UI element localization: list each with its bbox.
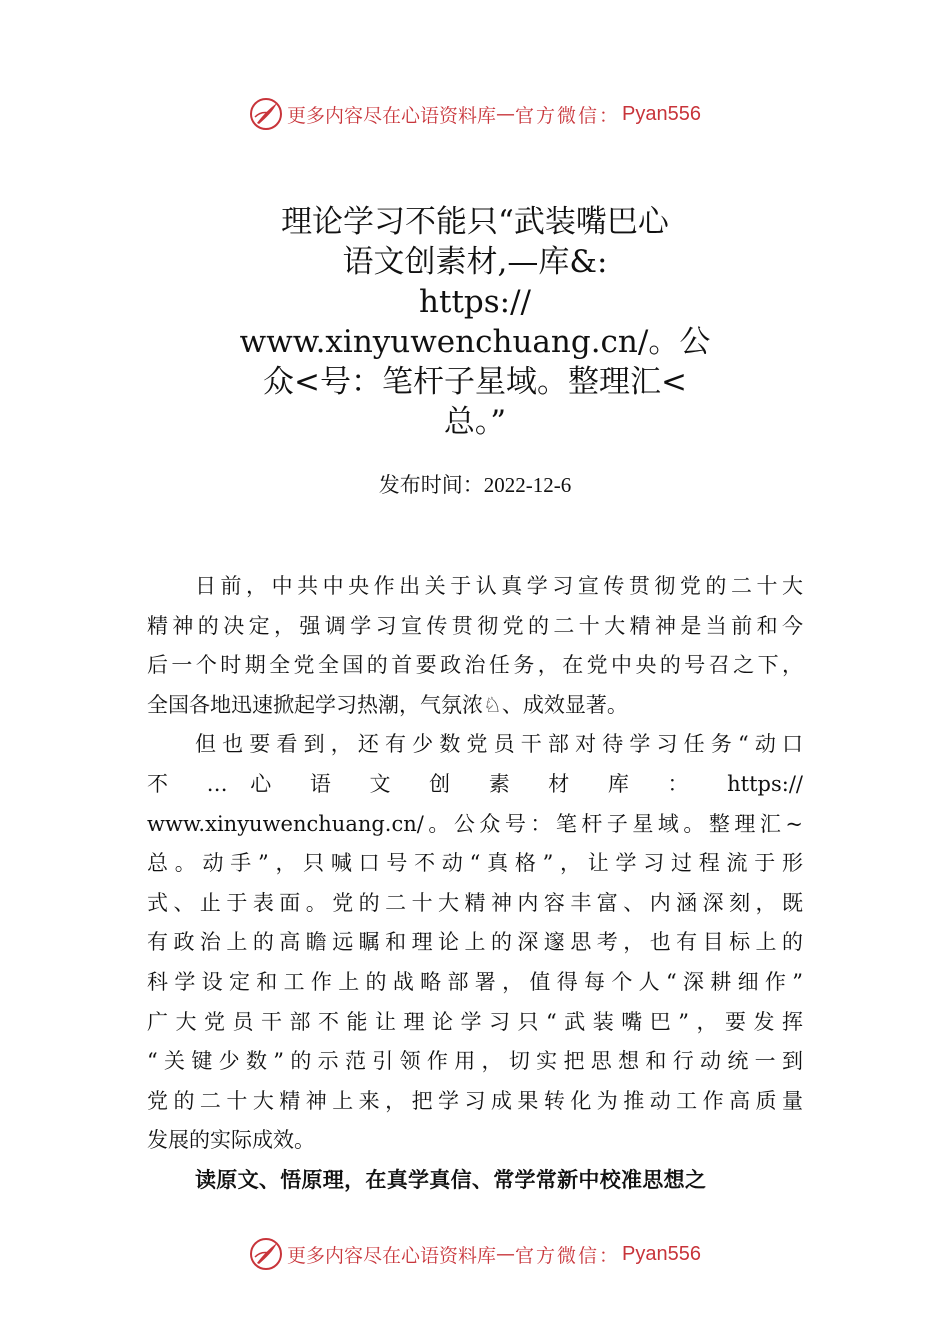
body-line: 发展的实际成效。 (147, 1128, 315, 1153)
publish-date (0, 470, 950, 500)
title-line: 理论学习不能只“武装嘴巴心 (281, 204, 669, 240)
body-line: 全国各地迅速掀起学习热潮，气氛浓♘、成效显著。 (147, 692, 628, 717)
quill-seal-icon (249, 1237, 283, 1271)
footer-banner (0, 1234, 950, 1274)
section-heading: 读原文、悟原理，在真学真信、常学常新中校准思想之 (195, 1167, 707, 1192)
quill-seal-icon (249, 97, 283, 131)
body-line: www.xinyuwenchuang.cn/。公众号：笔杆子星域。整理汇~ (147, 811, 803, 836)
banner-separator: — (496, 103, 516, 125)
body-line: 科学设定和工作上的战略部署，值得每个人“深耕细作” (147, 969, 803, 994)
title-line: 语文创素材,—库&: (342, 244, 608, 280)
article-title (230, 202, 720, 442)
body-line: 精神的决定，强调学习宣传贯彻党的二十大精神是当前和今 (147, 613, 803, 638)
publish-date-label: 发布时间： (378, 473, 484, 497)
body-line: 不 … 心 语 文 创 素 材 库 ： https:// (147, 771, 803, 796)
body-line: 广大党员干部不能让理论学习只“武装嘴巴”，要发挥 (147, 1009, 803, 1034)
library-text: 更多内容尽在心语资料库 (287, 104, 497, 127)
library-text: 更多内容尽在心语资料库 (287, 1244, 497, 1267)
wechat-label: 官方微信： (515, 104, 621, 127)
title-line: www.xinyuwenchuang.cn/。公 (239, 324, 711, 360)
title-line: https:// (419, 284, 531, 320)
body-line: 党的二十大精神上来，把学习成果转化为推动工作高质量 (147, 1088, 803, 1113)
body-line: 总。动手”，只喊口号不动“真格”，让学习过程流于形 (147, 851, 803, 876)
title-line: 众<号：笔杆子星域。整理汇< (263, 364, 687, 400)
body-line: 有政治上的高瞻远瞩和理论上的深邃思考，也有目标上的 (147, 930, 803, 955)
wechat-label: 官方微信： (515, 1244, 621, 1267)
body-line: “关键少数”的示范引领作用，切实把思想和行动统一到 (147, 1049, 803, 1074)
body-line: 日前，中共中央作出关于认真学习宣传贯彻党的二十大 (195, 574, 803, 598)
publish-date-value: 2022-12-6 (483, 473, 572, 497)
wechat-account: Pyan556 (622, 1242, 701, 1265)
wechat-account: Pyan556 (622, 102, 701, 125)
body-line: 但也要看到，还有少数党员干部对待学习任务“动口 (195, 732, 803, 757)
body-line: 后一个时期全党全国的首要政治任务，在党中央的号召之下， (147, 653, 803, 678)
body-line: 式、止于表面。党的二十大精神内容丰富、内涵深刻，既 (147, 890, 803, 915)
title-line: 总。” (443, 404, 507, 440)
header-banner (0, 94, 950, 134)
banner-separator: — (496, 1243, 516, 1265)
article-body (147, 567, 803, 1201)
